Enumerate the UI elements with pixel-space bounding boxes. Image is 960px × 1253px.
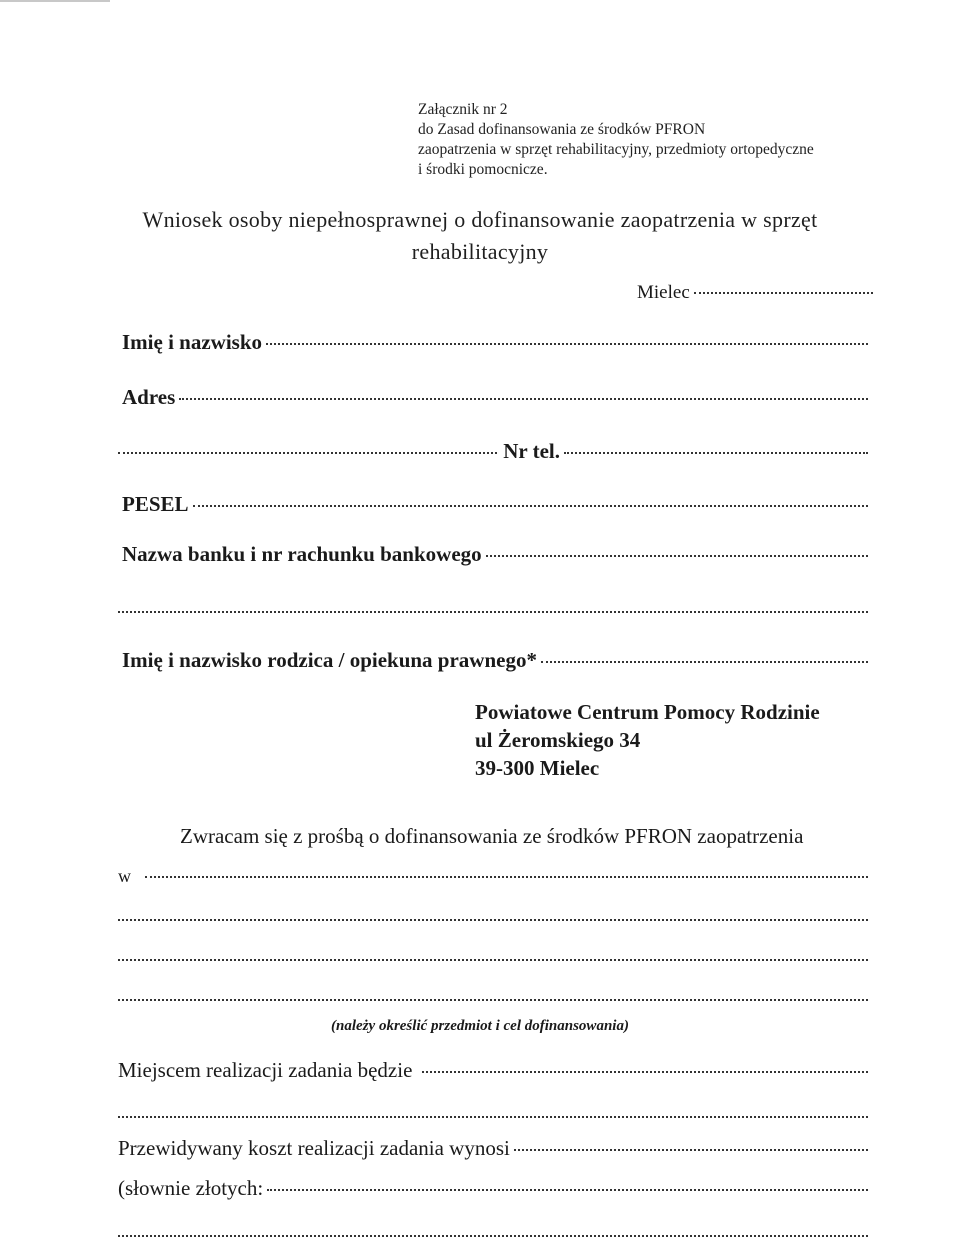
pesel-fill-line[interactable] — [193, 504, 868, 507]
scan-artifact — [0, 0, 110, 2]
realization-continuation-line[interactable] — [118, 1115, 868, 1118]
words-label: (słownie złotych: — [118, 1176, 264, 1200]
name-field — [122, 330, 868, 355]
address-phone-field — [118, 439, 868, 464]
cost-field — [118, 1136, 868, 1161]
request-continuation-line[interactable] — [118, 918, 868, 921]
words-field — [118, 1176, 868, 1201]
attachment-header — [418, 100, 814, 180]
address-continuation-line[interactable] — [118, 451, 497, 454]
cost-label: Przewidywany koszt realizacji zadania wynosi — [118, 1136, 510, 1160]
phone-label: Nr tel. — [503, 439, 560, 463]
pesel-field — [122, 492, 868, 517]
recipient-line-2: ul Żeromskiego 34 — [475, 728, 641, 752]
realization-place-label: Miejscem realizacji zadania będzie — [118, 1058, 413, 1082]
place-label: Mielec — [637, 282, 690, 303]
request-text: Zwracam się z prośbą o dofinansowania ze środków PFRON zaopatrzenia — [180, 824, 804, 848]
address-label: Adres — [122, 385, 176, 409]
bank-label: Nazwa banku i nr rachunku bankowego — [122, 542, 482, 566]
attachment-line: zaopatrzenia w sprzęt rehabilitacyjny, przedmioty ortopedyczne — [418, 141, 814, 158]
name-label: Imię i nazwisko — [122, 330, 263, 354]
name-fill-line[interactable] — [266, 342, 868, 345]
place-fill-line[interactable] — [694, 291, 873, 294]
request-continuation-line[interactable] — [118, 998, 868, 1001]
recipient-line-1: Powiatowe Centrum Pomocy Rodzinie — [475, 700, 820, 724]
bank-fill-line[interactable] — [486, 554, 868, 557]
recipient-line-3: 39-300 Mielec — [475, 756, 600, 780]
cost-fill-line[interactable] — [514, 1148, 868, 1151]
words-continuation-line[interactable] — [118, 1234, 868, 1237]
address-field — [122, 385, 868, 410]
attachment-line: i środki pomocnicze. — [418, 161, 548, 178]
request-fill-line[interactable] — [145, 875, 868, 878]
realization-place-field — [118, 1058, 868, 1083]
bank-continuation-line[interactable] — [118, 610, 868, 613]
w-label: w — [118, 866, 131, 886]
request-note: (należy określić przedmiot i cel dofinansowania) — [331, 1018, 629, 1034]
title-line-2: rehabilitacyjny — [411, 239, 549, 264]
guardian-field — [122, 648, 868, 673]
place-date-field — [637, 282, 873, 304]
words-fill-line[interactable] — [267, 1188, 868, 1191]
bank-field — [122, 542, 868, 567]
document-title — [0, 204, 960, 268]
phone-fill-line[interactable] — [564, 451, 868, 454]
guardian-label: Imię i nazwisko rodzica / opiekuna prawnego* — [122, 648, 537, 672]
pesel-label: PESEL — [122, 492, 189, 516]
guardian-fill-line[interactable] — [541, 660, 868, 663]
recipient-address — [475, 698, 820, 782]
attachment-line: Załącznik nr 2 — [418, 101, 508, 118]
address-fill-line[interactable] — [179, 397, 868, 400]
request-continuation-line[interactable] — [118, 958, 868, 961]
realization-place-fill-line[interactable] — [422, 1070, 868, 1073]
attachment-line: do Zasad dofinansowania ze środków PFRON — [418, 121, 706, 138]
title-line-1: Wniosek osoby niepełnosprawnej o dofinansowanie zaopatrzenia w sprzęt — [142, 207, 818, 232]
request-w-field — [118, 866, 868, 887]
